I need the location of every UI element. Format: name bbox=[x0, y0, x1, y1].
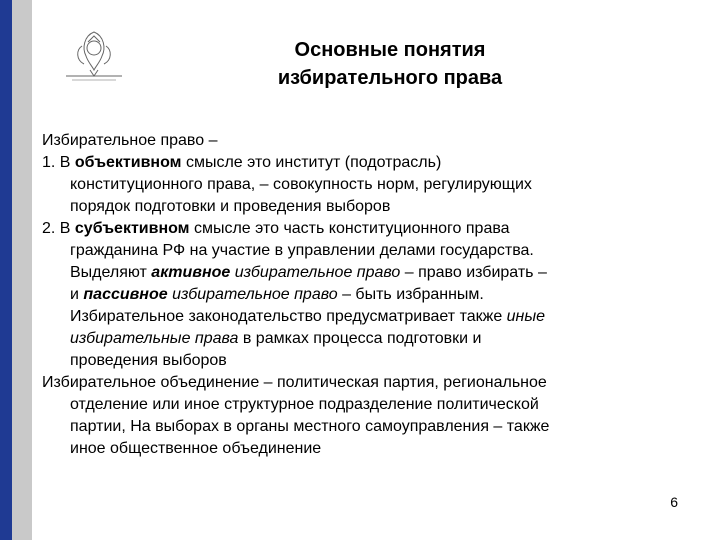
point-2-line-5 bbox=[42, 306, 692, 328]
slide-body bbox=[42, 130, 692, 460]
active-term: активное bbox=[151, 264, 231, 281]
point-1-line-1 bbox=[42, 152, 692, 174]
page-number: 6 bbox=[670, 494, 678, 510]
point-2-line-3-a: Выделяют bbox=[70, 264, 152, 281]
association-line-3: партии, На выборах в органы местного самоуправления – также bbox=[70, 418, 550, 435]
title-line-2: избирательного права bbox=[277, 67, 503, 89]
point-2-line-4 bbox=[42, 284, 692, 306]
intro-line: Избирательное право – bbox=[42, 132, 218, 149]
point-2-line-5-a: Избирательное законодательство предусматривает также bbox=[70, 308, 507, 325]
point-2-line-1 bbox=[42, 218, 692, 240]
passive-right-text: избирательное право bbox=[167, 286, 338, 303]
association-line-2: отделение или иное структурное подразделение политической bbox=[70, 396, 539, 413]
point-1-line-2: конституционного права, – совокупность норм, регулирующих bbox=[70, 176, 532, 193]
point-1-line-3: порядок подготовки и проведения выборов bbox=[70, 198, 391, 215]
objective-term: объективном bbox=[74, 154, 182, 171]
point-2-line-7: проведения выборов bbox=[70, 352, 227, 369]
association-line-4: иное общественное объединение bbox=[70, 440, 322, 457]
other-rights-text: избирательные права bbox=[70, 330, 239, 347]
emblem-icon bbox=[62, 26, 126, 84]
point-1-text: смысле это институт (подотрасль) bbox=[181, 154, 442, 171]
point-2-line-3-b: – право избирать – bbox=[400, 264, 547, 281]
active-right-text: избирательное право bbox=[230, 264, 401, 281]
slide-title bbox=[210, 36, 570, 92]
left-stripe-navy bbox=[0, 0, 12, 540]
title-line-1: Основные понятия bbox=[294, 39, 486, 61]
point-1-prefix: 1. В bbox=[42, 154, 75, 171]
passive-term: пассивное bbox=[83, 286, 168, 303]
point-2-line-2: гражданина РФ на участие в управлении делами государства. bbox=[70, 242, 534, 259]
point-2-line-3 bbox=[42, 262, 692, 284]
point-2-text: смысле это часть конституционного права bbox=[189, 220, 510, 237]
point-2-line-4-b: – быть избранным. bbox=[337, 286, 484, 303]
left-stripe-gray bbox=[12, 0, 32, 540]
point-2-line-6-b: в рамках процесса подготовки и bbox=[238, 330, 482, 347]
point-2-line-4-a: и bbox=[70, 286, 84, 303]
point-2-prefix: 2. В bbox=[42, 220, 75, 237]
point-2-line-6 bbox=[42, 328, 692, 350]
subjective-term: субъективном bbox=[74, 220, 190, 237]
other-term: иные bbox=[506, 308, 546, 325]
association-line-1: Избирательное объединение – политическая партия, региональное bbox=[42, 374, 547, 391]
